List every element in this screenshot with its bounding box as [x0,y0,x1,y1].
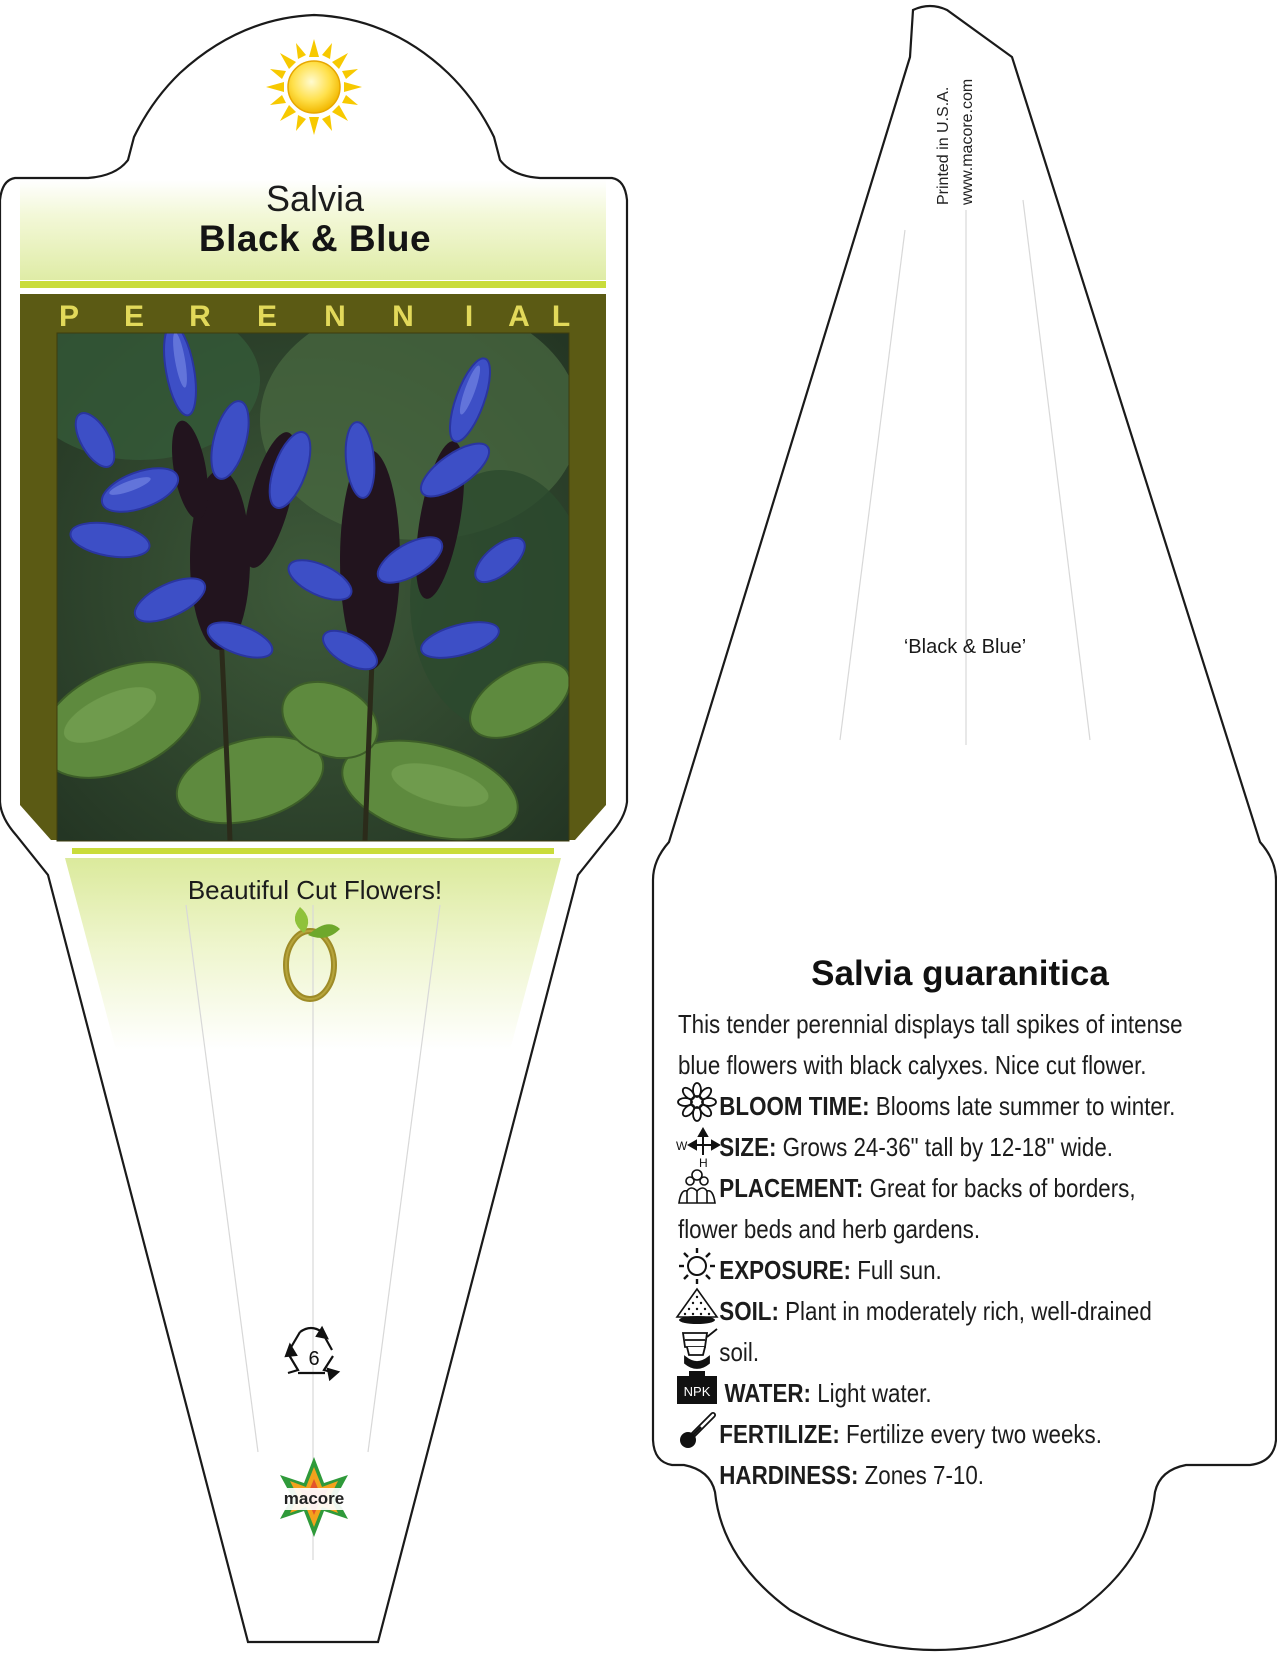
back-cultivar-name: ‘Black & Blue’ [903,636,1027,658]
category-letter: N [392,300,414,333]
care-size [678,1127,1185,1168]
care-fertilize [678,1414,1185,1455]
category-letter: E [256,300,278,333]
care-label: PLACEMENT: [719,1173,864,1203]
care-label: WATER: [724,1378,811,1408]
care-label: EXPOSURE: [719,1255,851,1285]
care-soil [678,1291,1185,1373]
front-genus-name: Salvia [265,178,365,219]
care-label: HARDINESS: [719,1460,859,1490]
care-exposure [678,1250,1185,1291]
care-instructions [678,1004,1185,1496]
care-text: Light water. [817,1378,932,1408]
care-text: Plant in moderately rich, well-drained soil. [719,1296,1152,1367]
care-text: Fertilize every two weeks. [845,1419,1102,1449]
plant-photo [20,300,590,857]
care-label: SIZE: [719,1132,777,1162]
care-label: BLOOM TIME: [719,1091,870,1121]
website-label: www.macore.com [959,78,976,205]
printed-in-label: Printed in U.S.A. [935,86,952,205]
care-label: SOIL: [719,1296,779,1326]
recycle-number: 6 [308,1348,320,1370]
category-letter: E [123,300,145,333]
npk-label: NPK [683,1384,711,1399]
size-icon-h: H [699,1156,708,1170]
care-text: Full sun. [857,1255,942,1285]
species-name: Salvia guaranitica [811,954,1109,993]
front-tagline: Beautiful Cut Flowers! [187,875,443,905]
category-letter: I [464,300,474,333]
care-label: FERTILIZE: [719,1419,840,1449]
plant-description: This tender perennial displays tall spikes of intense blue flowers with black calyxes. Nice cut flower. [678,1009,1183,1080]
brand-logo-text: macore [283,1489,345,1508]
full-sun-icon [266,39,362,135]
category-letter: L [551,300,571,333]
care-text: Great for backs of borders, flower beds and herb gardens. [678,1173,1136,1244]
category-letter: P [58,300,80,333]
care-placement [678,1168,1185,1250]
category-letter: N [324,300,346,333]
category-letter: A [508,300,530,333]
front-cultivar-name: Black & Blue [198,218,432,259]
care-water [678,1373,1185,1414]
care-text: Grows 24-36" tall by 12-18" wide. [782,1132,1113,1162]
care-text: Blooms late summer to winter. [875,1091,1176,1121]
size-icon-w: W [676,1139,688,1153]
care-text: Zones 7-10. [864,1460,984,1490]
care-hardiness [678,1455,1185,1496]
category-letter: R [189,300,211,333]
care-bloom-time [678,1086,1185,1127]
